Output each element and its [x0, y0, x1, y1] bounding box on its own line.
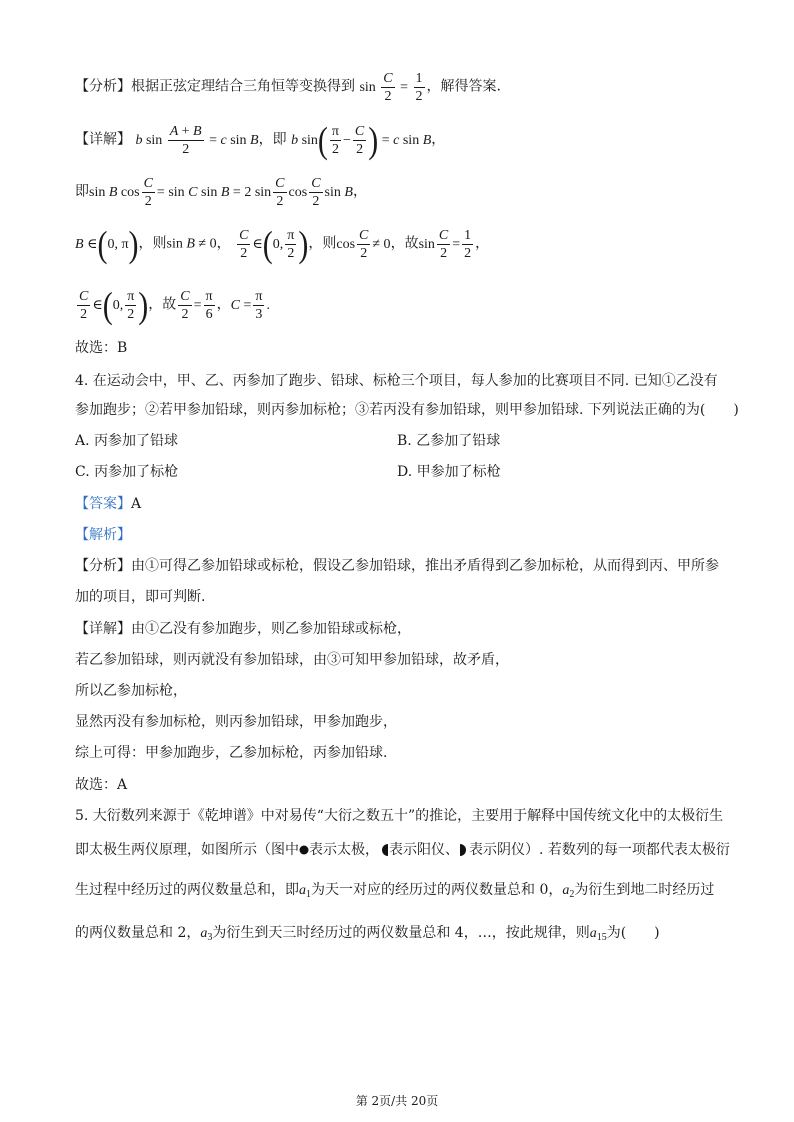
q4-detail-1: 【详解】由①乙没有参加跑步，则乙参加铅球或标枪，	[75, 621, 411, 637]
q3-detail-3: B ∈(0, π)，则sin B ≠ 0， $\frac{C}{2}$ ∈(0, $\frac{\pi}{2}$ )，则cos $\frac{C}{2}$ ≠ 0，故sin $\frac{C}{2}$ = $\frac{1}{2}$ ，	[75, 223, 490, 265]
q4-option-b: B. 乙参加了铅球	[397, 433, 501, 449]
formula-b-range: B ∈(0, π)	[75, 223, 139, 265]
formula-c-range: $\frac{C}{2}$ ∈(0, $\frac{\pi}{2}$ )	[239, 223, 309, 265]
analysis-text-end: ，解得答案.	[426, 78, 501, 95]
q5-line-1: 5. 大衍数列来源于《乾坤谱》中对易传“大衍之数五十”的推论，主要用于解释中国传统文化中的太极衍生	[75, 808, 724, 824]
answer-value: A	[131, 496, 142, 512]
yin-half-icon	[459, 843, 469, 857]
q4-option-d: D. 甲参加了标枪	[397, 464, 501, 480]
q3-detail-4: $\frac{C}{2}$ ∈(0, $\frac{\pi}{2}$ )，故 $\frac{C}{2}$ = $\frac{\pi}{6}$ ，C = $\frac{\pi}{3}$ .	[75, 288, 270, 323]
answer-tag: 【答案】	[75, 496, 131, 512]
q5-line-4: 的两仪数量总和 2，$a_3$为衍生到天三时经历过的两仪数量总和 4，…，按此规律，则$a_{15}$为( )	[75, 925, 660, 943]
detail-tag: 【详解】	[75, 621, 131, 637]
q4-option-a: A. 丙参加了铅球	[75, 433, 179, 449]
detail-tag: 【详解】	[75, 131, 131, 148]
yang-half-icon	[379, 843, 389, 857]
q4-answer-line	[75, 494, 141, 514]
q3-answer: 故选：B	[75, 340, 128, 356]
q4-analysis-1: 【分析】由①可得乙参加铅球或标枪，假设乙参加铅球，推出矛盾得到乙参加标枪，从而得到丙、甲所参	[75, 558, 719, 574]
analysis-tag: 【分析】	[75, 558, 131, 574]
formula-detail-2: sin B cos $\frac{C}{2}$ = sin C sin B = 2 sin $\frac{C}{2}$ cos $\frac{C}{2}$ sin B	[89, 176, 353, 209]
q4-stem-line-1: 4. 在运动会中，甲、乙、丙参加了跑步、铅球、标枪三个项目，每人参加的比赛项目不同. 已知①乙没有	[75, 373, 718, 389]
q3-detail-1: 【详解】 b sin $\frac{A + B}{2}$ = c sin B，即 b sin( $\frac{\pi}{2}$ − $\frac{C}{2}$ ) = c sin B，	[75, 119, 446, 161]
page-footer: 第 2页/共 20页	[355, 1094, 439, 1108]
q4-detail-5: 综上可得：甲参加跑步，乙参加标枪，丙参加铅球.	[75, 745, 388, 761]
q4-jiexi-tag: 【解析】	[75, 527, 131, 543]
q4-answer: 故选：A	[75, 777, 128, 793]
q4-analysis-2: 加的项目，即可判断.	[75, 589, 206, 605]
q5-line-3: 生过程中经历过的两仪数量总和，即$a_1$为天一对应的经历过的两仪数量总和 0，$a_2$为衍生到地二时经历过	[75, 882, 715, 900]
q4-stem-line-2: 参加跑步；②若甲参加铅球，则丙参加标枪；③若丙没有参加铅球，则甲参加铅球. 下列说法正确的为( )	[75, 402, 739, 418]
formula-sin-c2: sin $\frac{C}{2}$ = $\frac{1}{2}$	[359, 71, 423, 104]
q4-option-c: C. 丙参加了标枪	[75, 464, 179, 480]
q4-detail-2: 若乙参加铅球，则丙就没有参加铅球，由③可知甲参加铅球，故矛盾，	[75, 652, 509, 668]
q3-detail-2: 即sin B cos $\frac{C}{2}$ = sin C sin B = 2 sin $\frac{C}{2}$ cos $\frac{C}{2}$ sin B，	[75, 176, 367, 209]
formula-detail-1b: b sin( $\frac{\pi}{2}$ − $\frac{C}{2}$ ) = c sin B	[291, 119, 432, 161]
q3-analysis	[75, 70, 501, 105]
formula-c-final: $\frac{C}{2}$ ∈(0, $\frac{\pi}{2}$ )	[79, 284, 149, 326]
taiji-dot-icon	[299, 844, 309, 856]
q5-line-2: 即太极生两仪原理，如图所示（图中 表示太极， 表示阳仪、 表示阴仪）. 若数列的每一项都代表太极衍	[75, 842, 730, 858]
q4-detail-3: 所以乙参加标枪，	[75, 683, 187, 699]
analysis-tag: 【分析】	[75, 78, 131, 95]
q4-detail-4: 显然丙没有参加标枪，则丙参加铅球，甲参加跑步，	[75, 714, 397, 730]
analysis-text: 根据正弦定理结合三角恒等变换得到	[131, 78, 355, 95]
formula-detail-1: b sin $\frac{A + B}{2}$ = c sin B	[135, 124, 259, 157]
